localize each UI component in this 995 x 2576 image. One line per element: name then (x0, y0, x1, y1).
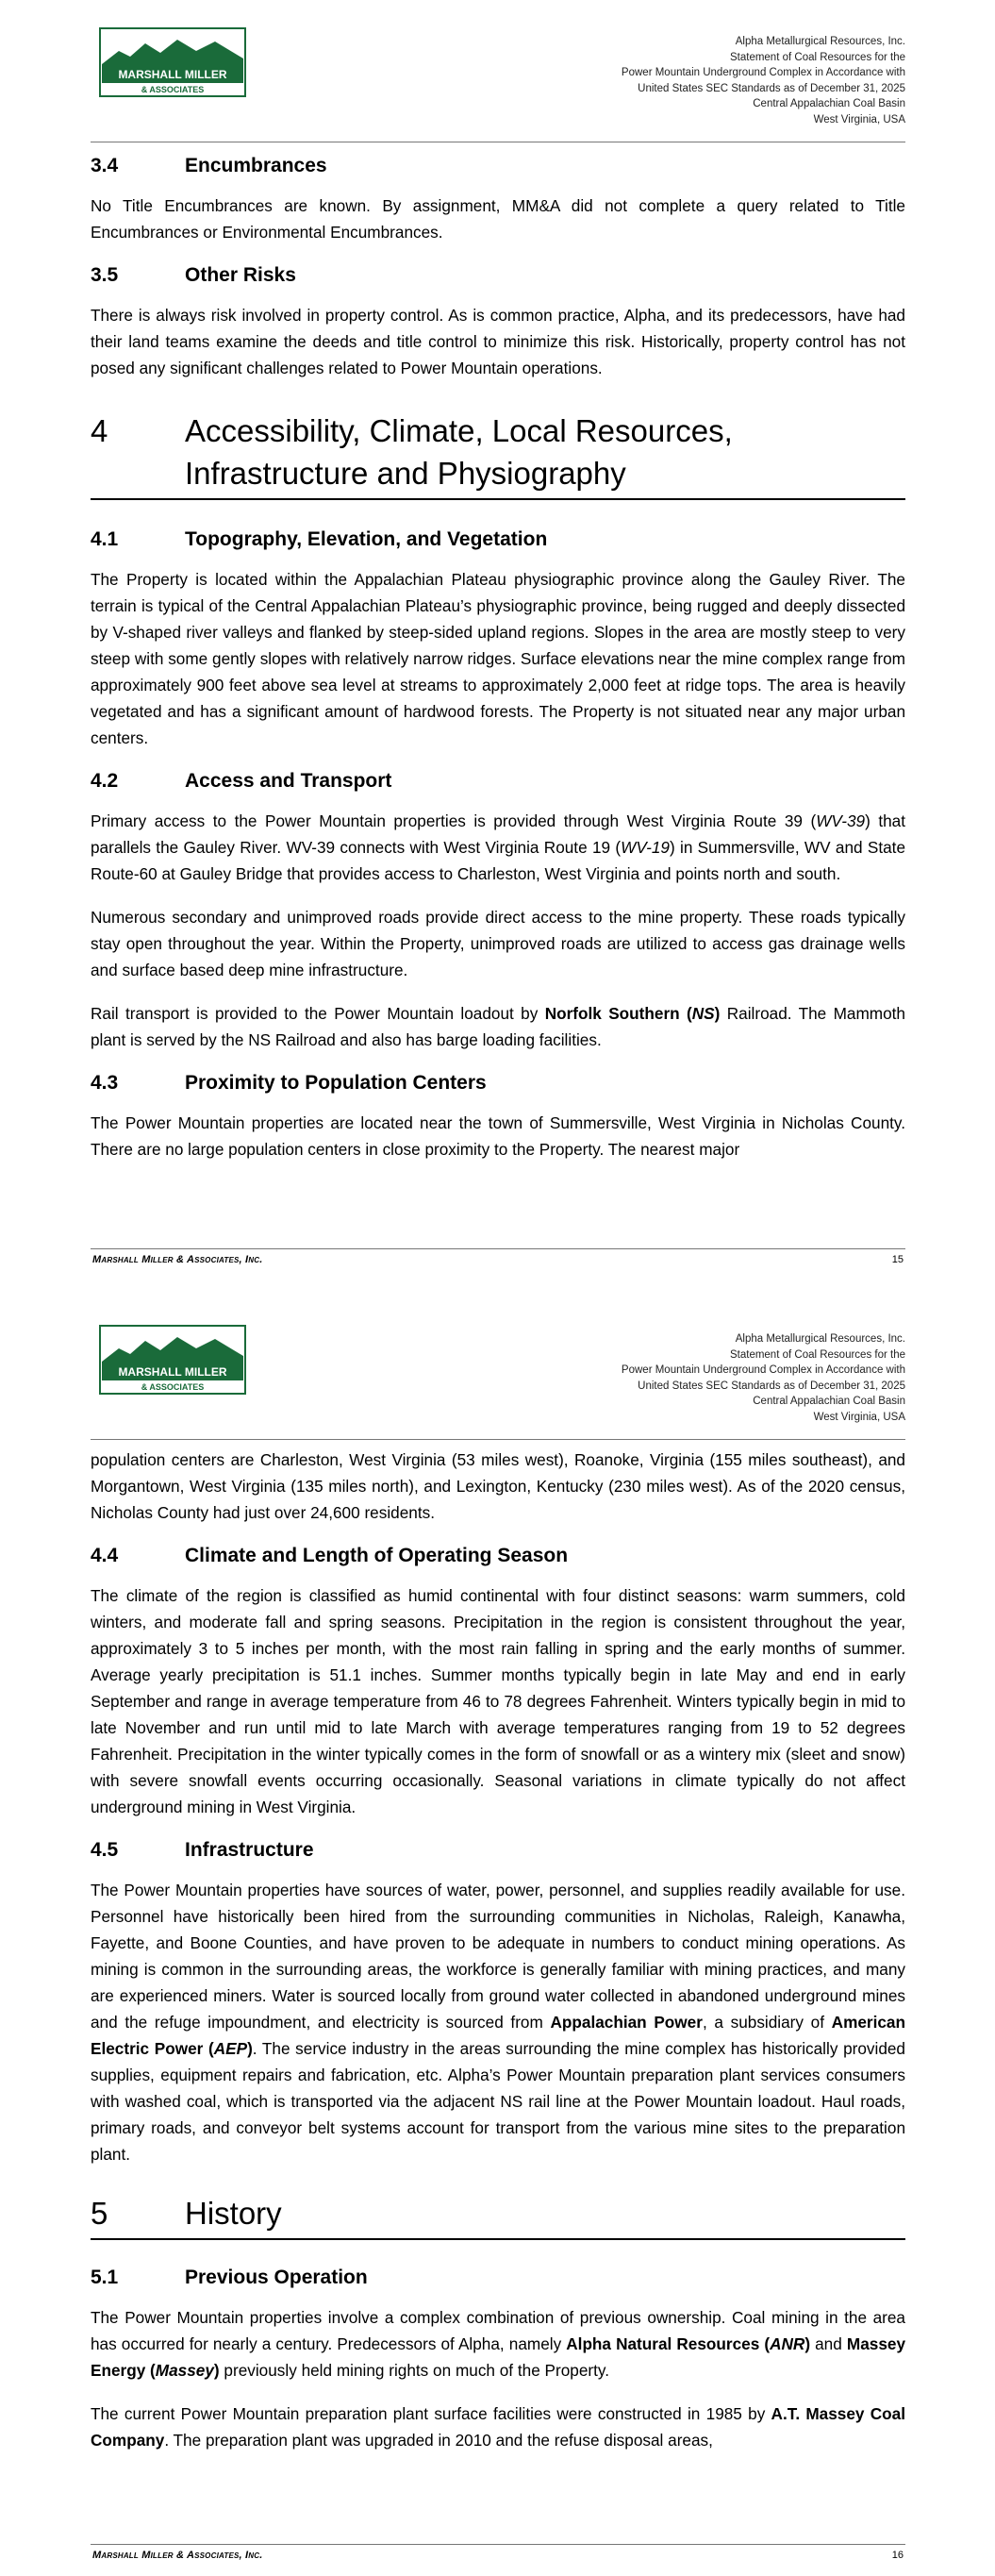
report-header (509, 34, 905, 128)
section-title: Topography, Elevation, and Vegetation (185, 528, 548, 550)
section-heading (91, 262, 905, 289)
section-number: 4.1 (91, 528, 119, 550)
header-line: United States SEC Standards as of December 31, 2025 (638, 82, 905, 94)
paragraph: The climate of the region is classified as humid continental with four distinct seasons: warm summers, cold winters, and moderate fall and spring seasons. Precipitation in the region is consistent throughout the year, approximately 3 to 5 inches per month, with the most rain falling in spring and the early months of summer. Average yearly precipitation is 51.1 inches. Summer months typically begin in late May and end in early September and range in average temperature from 46 to 78 degrees Fahrenheit. Winters typically begin in mid to late November and run until mid to late March with average temperatures ranging from 19 to 52 degrees Fahrenheit. Precipitation in the winter typically comes in the form of snowfall or as a wintery mix (sleet and snow) with severe snowfall events occurring occasionally. Seasonal variations in climate typically do not affect underground mining in West Virginia. (91, 1586, 905, 1816)
paragraph: The current Power Mountain preparation plant surface facilities were constructed in 1985 by A.T. Massey Coal Company. The preparation plant was upgraded in 2010 and the refuse disposal areas, (91, 2404, 905, 2450)
page-separator (0, 1279, 995, 1297)
header-divider (91, 1439, 905, 1440)
report-header (509, 1331, 905, 1426)
document-page-16 (0, 1297, 995, 2576)
header-line: Statement of Coal Resources for the (729, 1348, 905, 1361)
section-heading (91, 2265, 905, 2291)
paragraph: The Power Mountain properties involve a complex combination of previous ownership. Coal mining in the area has occurred for nearly a century. Predecessors of Alpha, namely Alpha Natural Resources (ANR) and Massey Energy (Massey) previously held mining rights on much of the Property. (91, 2308, 906, 2380)
header-line: Statement of Coal Resources for the (729, 51, 905, 63)
section-heading (91, 768, 905, 795)
footer-company: Marshall Miller & Associates, Inc. (92, 2550, 263, 2561)
company-logo (98, 1324, 247, 1396)
chapter-title: History (185, 2196, 282, 2231)
page-body (91, 153, 905, 1179)
footer-divider (91, 1248, 905, 1249)
paragraph: population centers are Charleston, West Virginia (53 miles west), Roanoke, Virginia (155 miles southeast), and Morgantown, West Virginia (135 miles north), and Lexington, Kentucky (230 miles west). As of the 2020 census, Nicholas County had just over 24,600 residents. (91, 1450, 905, 1522)
section-title: Infrastructure (185, 1839, 314, 1861)
section-title: Encumbrances (185, 155, 327, 176)
header-line: United States SEC Standards as of December 31, 2025 (638, 1380, 905, 1392)
section-number: 4.5 (91, 1839, 119, 1861)
paragraph: No Title Encumbrances are known. By assignment, MM&A did not complete a query related to Title Encumbrances or Environmental Encumbrances. (91, 196, 905, 242)
page-body (91, 1447, 905, 2470)
section-heading (91, 1543, 905, 1569)
logo-wordmark: MARSHALL MILLER (118, 68, 227, 81)
section-title: Other Risks (185, 264, 296, 286)
paragraph: Numerous secondary and unimproved roads provide direct access to the mine property. These roads typically stay open throughout the year. Within the Property, unimproved roads are utilized to access gas drainage wells and surface based deep mine infrastructure. (91, 908, 905, 979)
footer-divider (91, 2544, 905, 2545)
footer-company: Marshall Miller & Associates, Inc. (92, 1254, 263, 1265)
section-title: Access and Transport (185, 770, 392, 792)
header-line: Alpha Metallurgical Resources, Inc. (735, 36, 905, 47)
section-number: 4.2 (91, 770, 119, 792)
section-title: Proximity to Population Centers (185, 1072, 487, 1094)
section-number: 3.4 (91, 155, 119, 176)
section-title: Climate and Length of Operating Season (185, 1545, 569, 1566)
paragraph: Rail transport is provided to the Power Mountain loadout by Norfolk Southern (NS) Railroad. The Mammoth plant is served by the NS Railroad and also has barge loading facilities. (91, 1004, 905, 1049)
chapter-heading (91, 2192, 905, 2240)
section-number: 4.3 (91, 1072, 119, 1094)
section-number: 3.5 (91, 264, 119, 286)
header-line: Alpha Metallurgical Resources, Inc. (735, 1333, 905, 1345)
logo-subtext: & ASSOCIATES (141, 1382, 205, 1392)
header-line: West Virginia, USA (813, 1411, 905, 1423)
chapter-title: Accessibility, Climate, Local Resources, Infrastructure and Physiography (185, 413, 733, 491)
section-number: 5.1 (91, 2267, 119, 2288)
header-line: West Virginia, USA (813, 113, 905, 125)
paragraph: There is always risk involved in property control. As is common practice, Alpha, and its predecessors, have had their land teams examine the deeds and title control to minimize this risk. Historically, property control has not posed any significant challenges related to Power Mountain operations. (91, 306, 905, 377)
logo-wordmark: MARSHALL MILLER (118, 1365, 227, 1379)
section-title: Previous Operation (185, 2267, 368, 2288)
chapter-number: 4 (91, 413, 108, 448)
paragraph: The Power Mountain properties are located near the town of Summersville, West Virginia in Nicholas County. There are no large population centers in close proximity to the Property. The nearest major (91, 1113, 905, 1159)
company-logo (98, 26, 247, 98)
section-number: 4.4 (91, 1545, 119, 1566)
page-number: 16 (891, 2550, 904, 2561)
section-heading (91, 1070, 905, 1096)
header-line: Power Mountain Underground Complex in Accordance with (621, 67, 905, 79)
header-line: Central Appalachian Coal Basin (753, 98, 905, 110)
section-heading (91, 527, 905, 553)
chapter-number: 5 (91, 2196, 108, 2231)
section-heading (91, 1837, 905, 1864)
chapter-heading (91, 410, 905, 500)
header-line: Power Mountain Underground Complex in Accordance with (621, 1364, 905, 1377)
logo-subtext: & ASSOCIATES (141, 85, 205, 94)
header-line: Central Appalachian Coal Basin (753, 1396, 905, 1408)
section-heading (91, 153, 905, 179)
paragraph: The Property is located within the Appalachian Plateau physiographic province along the Gauley River. The terrain is typical of the Central Appalachian Plateau’s physiographic province, being rugged and deeply dissected by V-shaped river valleys and flanked by steep-sided upland regions. Slopes in the area are mostly steep to very steep with some gently slopes with relatively narrow ridges. Surface elevations near the mine complex range from approximately 900 feet above sea level at streams to approximately 2,000 feet at ridge tops. The area is heavily vegetated and has a significant amount of hardwood forests. The Property is not situated near any major urban centers. (91, 570, 905, 747)
paragraph: The Power Mountain properties have sources of water, power, personnel, and supplies readily available for use. Personnel have historically been hired from the surrounding communities in Nicholas, Raleigh, Kanawha, Fayette, and Boone Counties, and have proven to be adequate in numbers to conduct mining operations. As mining is common in the surrounding areas, the workforce is generally familiar with mining practices, and many are experienced miners. Water is sourced locally from ground water collected in abandoned underground mines and the refuge impoundment, and electricity is sourced from Appalachian Power, a subsidiary of American Electric Power (AEP). The service industry in the areas surrounding the mine complex has historically provided supplies, equipment repairs and fabrication, etc. Alpha’s Power Mountain preparation plant services consumers with washed coal, which is transported via the adjacent NS rail line at the Power Mountain loadout. Haul roads, primary roads, and conveyor belt systems account for transport from the various mine sites to the preparation plant. (91, 1881, 905, 2164)
paragraph: Primary access to the Power Mountain properties is provided through West Virginia Route 39 (WV-39) that parallels the Gauley River. WV-39 connects with West Virginia Route 19 (WV-19) in Summersville, WV and State Route-60 at Gauley Bridge that provides access to Charleston, West Virginia and points north and south. (91, 811, 906, 883)
document-page-15 (0, 0, 995, 1279)
page-number: 15 (891, 1254, 904, 1265)
